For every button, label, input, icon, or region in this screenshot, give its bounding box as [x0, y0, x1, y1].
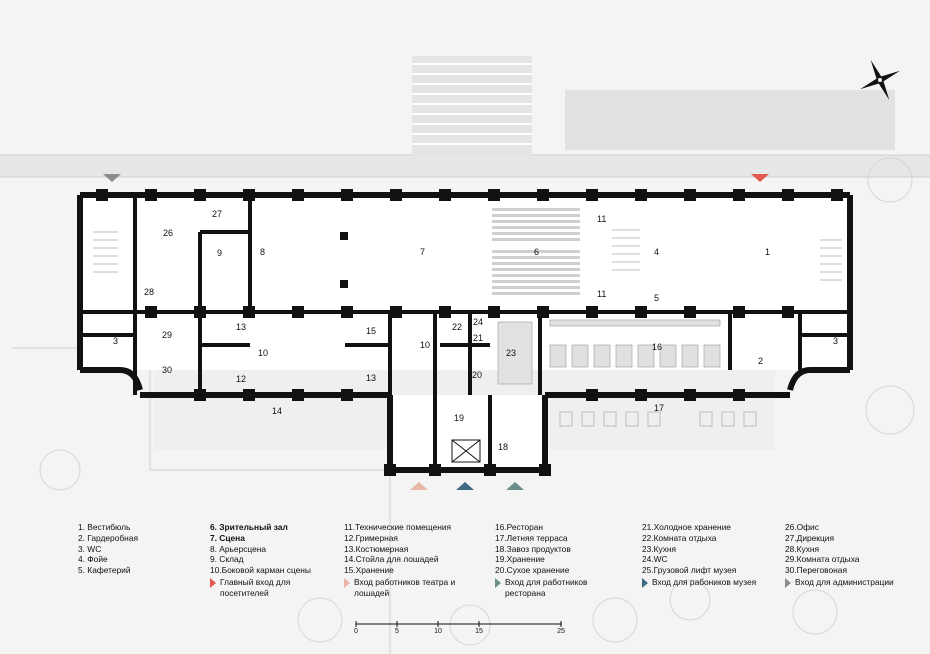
scale-label: 15 — [475, 628, 483, 635]
legend-item: 15.Хранение — [344, 565, 394, 576]
room-30-label: 30 — [162, 365, 173, 375]
room-12-label: 12 — [236, 374, 247, 384]
service-wing — [390, 395, 545, 470]
scale-label: 10 — [434, 628, 442, 635]
visitor-entry-icon — [210, 578, 216, 588]
legend-item: 12.Гримерная — [344, 532, 398, 543]
room-13-top-label: 13 — [236, 322, 247, 332]
legend-item: 8. Арьерсцена — [210, 543, 267, 554]
legend-column-2 — [210, 522, 330, 599]
legend-item: 1. Вестибюль — [78, 522, 131, 532]
legend-column-3 — [344, 522, 464, 599]
room-16-label: 16 — [652, 342, 663, 352]
room-26-label: 26 — [163, 228, 174, 238]
room-15-label: 15 — [366, 326, 377, 336]
room-24-label: 24 — [473, 317, 484, 327]
scale-label: 0 — [354, 628, 358, 635]
legend-entry-museum — [642, 577, 762, 588]
room-2-label: 2 — [758, 356, 764, 366]
legend-item: 25.Грузовой лифт музея — [642, 565, 737, 576]
room-22-label: 22 — [452, 322, 463, 332]
room-20-label: 20 — [472, 370, 483, 380]
legend-item: 27.Дирекция — [785, 532, 834, 543]
room-14-label: 14 — [272, 406, 283, 416]
room-4-label: 4 — [654, 247, 660, 257]
room-3-left-label: 3 — [113, 336, 119, 346]
restaurant-entry-icon — [495, 578, 501, 588]
museum-entry-icon — [642, 578, 648, 588]
room-7-label: 7 — [420, 247, 426, 257]
legend-column-1 — [78, 522, 138, 576]
room-27-label: 27 — [212, 209, 223, 219]
scale-label: 5 — [395, 628, 399, 635]
legend-entry-label: Главный вход для посетителей — [220, 576, 291, 598]
legend-item: 4. Фойе — [78, 554, 108, 565]
legend-item: 14.Стойла для лошадей — [344, 554, 439, 565]
legend-item: 7. Сцена — [210, 532, 245, 543]
legend-entry-visitor — [210, 577, 330, 599]
legend-entry-label: Вход для работников ресторана — [505, 576, 588, 598]
legend-item: 2. Гардеробная — [78, 532, 138, 543]
legend-entry-label: Вход для администрации — [795, 576, 894, 587]
legend-entry-staff-theatre — [344, 577, 464, 599]
legend-item: 6. Зрительный зал — [210, 522, 288, 532]
legend-column-5 — [642, 522, 762, 588]
legend-item: 22.Комната отдыха — [642, 532, 717, 543]
admin-entry-icon — [785, 578, 791, 588]
room-11-top-label: 11 — [597, 214, 607, 224]
room-9-label: 9 — [217, 248, 223, 258]
legend-item: 13.Костюмерная — [344, 543, 409, 554]
crosswalk-area — [412, 56, 532, 156]
legend-item: 20.Сухое хранение — [495, 565, 570, 576]
legend-item: 10.Боковой карман сцены — [210, 565, 311, 576]
room-8-label: 8 — [260, 247, 266, 257]
scale-bar-line — [350, 619, 570, 629]
room-13-bottom-label: 13 — [366, 373, 377, 383]
room-18-label: 18 — [498, 442, 509, 452]
legend-item: 18.Завоз продуктов — [495, 543, 571, 554]
room-1-label: 1 — [765, 247, 771, 257]
room-10-right-label: 10 — [420, 340, 431, 350]
legend-item: 16.Ресторан — [495, 522, 544, 532]
legend-item: 11.Технические помещения — [344, 522, 452, 532]
room-21-label: 21 — [473, 333, 484, 343]
legend-entry-label: Вход работников театра и лошадей — [354, 576, 456, 598]
legend-item: 23.Кухня — [642, 543, 677, 554]
legend-item: 19.Хранение — [495, 554, 545, 565]
adjacent-building-shade — [565, 90, 895, 150]
room-3-right-label: 3 — [833, 336, 839, 346]
room-17-label: 17 — [654, 403, 665, 413]
staff-theatre-entry-icon — [344, 578, 350, 588]
legend-item: 21.Холодное хранение — [642, 522, 731, 532]
room-29-label: 29 — [162, 330, 173, 340]
legend-item: 3. WC — [78, 543, 102, 554]
room-19-label: 19 — [454, 413, 465, 423]
legend-item: 28.Кухня — [785, 543, 820, 554]
legend-item: 5. Кафетерий — [78, 565, 131, 576]
legend-column-6 — [785, 522, 895, 588]
room-10-left-label: 10 — [258, 348, 269, 358]
room-11-bottom-label: 11 — [597, 289, 607, 299]
room-28-label: 28 — [144, 287, 155, 297]
room-6-label: 6 — [534, 247, 540, 257]
scale-label: 25 — [557, 628, 565, 635]
street-band — [0, 155, 930, 177]
legend-column-4 — [495, 522, 615, 599]
legend-item: 9. Склад — [210, 554, 244, 565]
legend-item: 17.Летняя терраса — [495, 532, 568, 543]
legend-item: 24.WC — [642, 554, 668, 565]
legend-item: 26.Офис — [785, 522, 819, 532]
legend-entry-admin — [785, 577, 895, 588]
room-23-label: 23 — [506, 348, 517, 358]
legend-entry-label: Вход для рабоников музея — [652, 576, 757, 587]
legend-item: 30.Переговоная — [785, 565, 847, 576]
legend-entry-restaurant — [495, 577, 615, 599]
room-5-label: 5 — [654, 293, 660, 303]
legend-item: 29.Комната отдыха — [785, 554, 860, 565]
